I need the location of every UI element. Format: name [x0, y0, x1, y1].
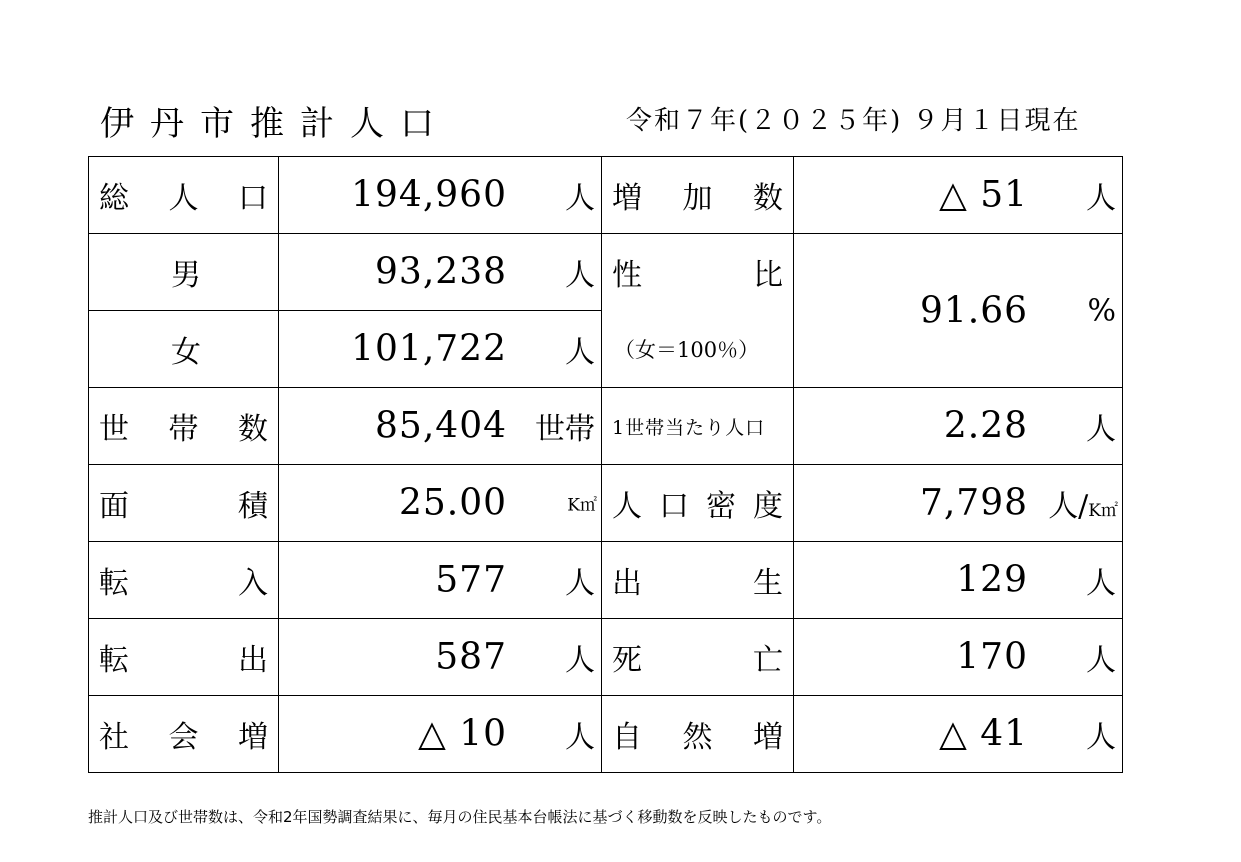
male-cell — [279, 234, 602, 311]
density-cell — [794, 465, 1123, 542]
label-chars: 世 帯 数 — [99, 412, 268, 447]
total-population-cell — [279, 157, 602, 234]
as-of-date: 令和７年(２０２５年) ９月１日現在 — [626, 106, 1081, 136]
label-chars: 総 人 口 — [99, 181, 268, 216]
unit-label: 世帯 — [535, 412, 595, 447]
density-value: 7,798 — [919, 482, 1028, 524]
increase-cell — [794, 157, 1123, 234]
social-increase-label — [89, 696, 279, 773]
male-value: 93,238 — [375, 251, 507, 293]
unit-label: 人 — [1086, 643, 1116, 678]
social-increase-value: △ 10 — [418, 713, 507, 755]
move-in-label — [89, 542, 279, 619]
sex-ratio-value: 91.66 — [919, 290, 1028, 331]
table-row — [89, 157, 1123, 234]
unit-label: 人 — [565, 335, 595, 370]
natural-increase-value: △ 41 — [939, 713, 1028, 755]
births-value: 129 — [956, 559, 1028, 601]
deaths-value: 170 — [956, 636, 1028, 678]
label-chars: 転 入 — [99, 566, 268, 601]
male-label: 男 — [89, 234, 279, 311]
social-increase-cell — [279, 696, 602, 773]
move-out-cell — [279, 619, 602, 696]
density-label — [602, 465, 794, 542]
increase-label — [602, 157, 794, 234]
page-title: 伊丹市推計人口 — [100, 104, 450, 144]
unit-label: 人 — [565, 720, 595, 755]
area-cell — [279, 465, 602, 542]
unit-label: 人 — [1086, 412, 1116, 447]
female-cell — [279, 311, 602, 388]
unit-label: 人 — [565, 258, 595, 293]
sex-ratio-cell — [794, 234, 1123, 388]
per-household-label: 1世帯当たり人口 — [602, 388, 794, 465]
natural-increase-cell — [794, 696, 1123, 773]
births-cell — [794, 542, 1123, 619]
unit-label: 人 — [565, 566, 595, 601]
natural-increase-label — [602, 696, 794, 773]
deaths-label — [602, 619, 794, 696]
move-out-label — [89, 619, 279, 696]
female-label: 女 — [89, 311, 279, 388]
area-value: 25.00 — [398, 482, 507, 524]
area-label — [89, 465, 279, 542]
unit-label: 人 — [1086, 181, 1116, 216]
deaths-cell — [794, 619, 1123, 696]
move-in-cell — [279, 542, 602, 619]
label-chars: 出 生 — [612, 566, 783, 601]
table-row — [89, 388, 1123, 465]
total-population-label — [89, 157, 279, 234]
households-value: 85,404 — [375, 405, 507, 447]
table-row — [89, 696, 1123, 773]
label-chars: 自 然 増 — [612, 720, 783, 755]
female-value: 101,722 — [351, 328, 507, 370]
table-row — [89, 465, 1123, 542]
households-cell — [279, 388, 602, 465]
households-label — [89, 388, 279, 465]
unit-label: 人 — [1086, 720, 1116, 755]
unit-label: K㎡ — [567, 495, 597, 516]
births-label — [602, 542, 794, 619]
unit-label: 人/K㎡ — [1048, 489, 1118, 524]
per-household-value: 2.28 — [943, 405, 1028, 447]
label-chars: 面 積 — [99, 489, 268, 524]
per-household-cell — [794, 388, 1123, 465]
unit-label: 人 — [565, 181, 595, 216]
label-chars: 人 口 密 度 — [612, 489, 783, 524]
move-out-value: 587 — [435, 636, 507, 678]
table-row — [89, 234, 1123, 311]
label-chars: 死 亡 — [612, 643, 783, 678]
label-chars: 性 比 — [612, 258, 783, 294]
label-chars: 増 加 数 — [612, 181, 783, 216]
table-row — [89, 542, 1123, 619]
population-table — [88, 156, 1123, 773]
unit-label: 人 — [1086, 566, 1116, 601]
unit-label: 人 — [565, 643, 595, 678]
table-row — [89, 619, 1123, 696]
unit-label: % — [1087, 293, 1116, 328]
label-chars: 転 出 — [99, 643, 268, 678]
label-chars: 社 会 増 — [99, 720, 268, 755]
increase-value: △ 51 — [939, 174, 1028, 216]
footnote: 推計人口及び世帯数は、令和2年国勢調査結果に、毎月の住民基本台帳法に基づく移動数を反映したものです。 — [88, 808, 832, 826]
sex-ratio-sub-label: （女＝100％） — [614, 337, 760, 362]
total-population-value: 194,960 — [351, 174, 507, 216]
sex-ratio-label — [602, 234, 794, 388]
move-in-value: 577 — [435, 559, 507, 601]
